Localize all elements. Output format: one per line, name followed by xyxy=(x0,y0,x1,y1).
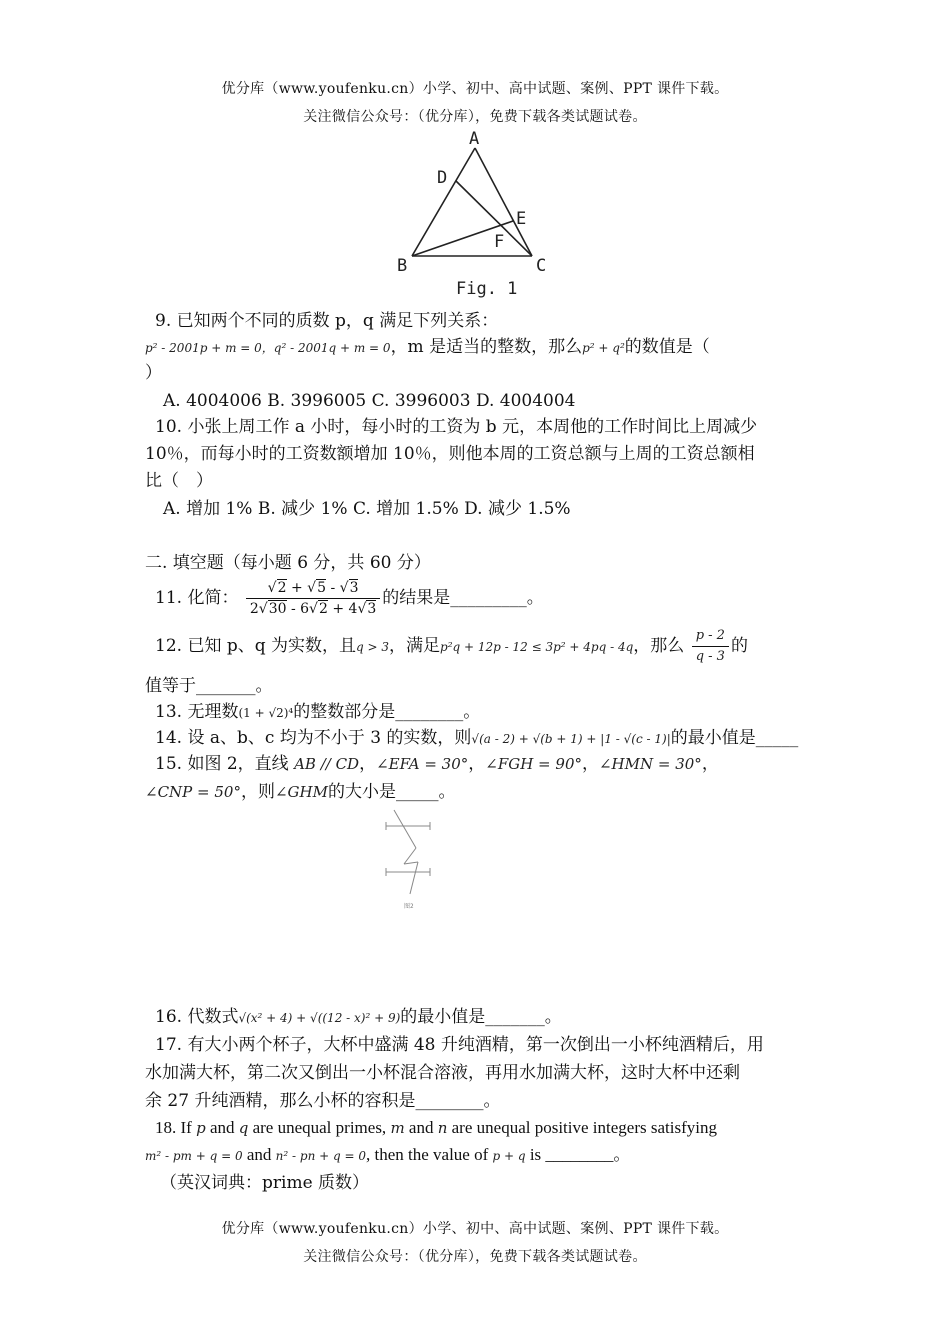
figure-1 xyxy=(385,126,565,302)
section-2-title: 二. 填空题（每小题 6 分，共 60 分） xyxy=(145,553,431,573)
q9-close: ） xyxy=(145,363,162,383)
q9-eq1: p² - 2001p + m = 0， xyxy=(145,341,274,355)
q12-condition: q > 3 xyxy=(356,640,390,654)
fig1-label-e: E xyxy=(516,209,527,229)
q12-fraction: $\frac{p - 2}{q - 3}$ xyxy=(692,626,729,667)
q18-line-1: 18. If p and q are unequal primes, m and n are unequal positive integers satisfying xyxy=(155,1118,717,1137)
q13 xyxy=(155,699,820,726)
q15-line-1: 15. 如图 2，直线 AB // CD，∠EFA = 30°，∠FGH = 90°，∠HMN = 30°， xyxy=(155,754,719,774)
fig1-caption: Fig. 1 xyxy=(456,279,518,299)
header-line-1: 优分库（www.youfenku.cn）小学、初中、高中试题、案例、PPT 课件下载。 xyxy=(221,81,729,97)
q9-tail: 的数值是（ xyxy=(624,337,710,357)
fig1-label-c: C xyxy=(536,256,547,276)
fig2-caption: 图2 xyxy=(404,903,414,910)
q13-prefix: 13. 无理数 xyxy=(155,702,239,722)
q15-ghm: ∠GHM xyxy=(274,783,328,801)
q14-suffix: 的最小值是_____ xyxy=(670,728,799,748)
q11-prefix: 11. 化简： xyxy=(155,588,239,608)
q12-de: 的 xyxy=(730,636,748,656)
q9-stem: 9. 已知两个不同的质数 p，q 满足下列关系： xyxy=(155,311,499,331)
figure-2 xyxy=(382,806,442,912)
q9-cont: ，m 是适当的整数，那么 xyxy=(390,337,583,357)
q12-then: ，那么 xyxy=(633,636,685,656)
q10-options: A. 增加 1% B. 减少 1% C. 增加 1.5% D. 减少 1.5% xyxy=(163,499,571,519)
q16-prefix: 16. 代数式 xyxy=(155,1007,239,1027)
q14-expr: √(a - 2) + √(b + 1) + |1 - √(c - 1)| xyxy=(471,732,671,746)
q12 xyxy=(155,624,820,669)
q14-prefix: 14. 设 a、b、c 均为不小于 3 的实数，则 xyxy=(155,728,472,748)
fig1-label-d: D xyxy=(437,168,448,188)
q15-ab-cd: AB // CD xyxy=(294,755,360,773)
q12-line-2: 值等于_______。 xyxy=(145,676,273,696)
q17-line-2: 水加满大杯，第二次又倒出一小杯混合溶液，再用水加满大杯，这时大杯中还剩 xyxy=(145,1063,740,1083)
q12-mid: ，满足 xyxy=(389,636,441,656)
q16-expr: √(x² + 4) + √((12 - x)² + 9) xyxy=(238,1011,401,1025)
q13-suffix: 的整数部分是________。 xyxy=(293,702,481,722)
q12-inequality: p²q + 12p - 12 ≤ 3p² + 4pq - 4q xyxy=(440,640,634,654)
q15-mid: ，则 xyxy=(240,782,275,802)
q15-line-2 xyxy=(145,779,810,805)
q15-cnp: ∠CNP = 50° xyxy=(145,783,241,801)
q12-prefix: 12. 已知 p、q 为实数，且 xyxy=(155,636,357,656)
fig1-label-b: B xyxy=(397,256,408,276)
q17-line-3: 余 27 升纯酒精，那么小杯的容积是________。 xyxy=(145,1091,501,1111)
q15-suffix: 的大小是_____。 xyxy=(327,782,456,802)
q10-line-2: 10％，而每小时的工资数额增加 10％，则他本周的工资总额与上周的工资总额相 xyxy=(145,444,755,464)
q10-line-1: 10. 小张上周工作 a 小时，每小时的工资为 b 元，本周他的工作时间比上周减少 xyxy=(155,417,758,437)
q9-options: A. 4004006 B. 3996005 C. 3996003 D. 4004004 xyxy=(163,391,576,411)
q17-line-1: 17. 有大小两个杯子，大杯中盛满 48 升纯酒精，第一次倒出一小杯纯酒精后，用 xyxy=(155,1035,764,1055)
q16-suffix: 的最小值是_______。 xyxy=(400,1007,562,1027)
footer-line-2: 关注微信公众号：（优分库），免费下载各类试题试卷。 xyxy=(303,1249,647,1265)
q15-fgh: ∠FGH = 90° xyxy=(485,755,582,773)
q11-fraction: $\frac{√2 + √5 - √3}{2√30 - 6√2 + 4√3}$ xyxy=(246,578,380,619)
footer-line-1: 优分库（www.youfenku.cn）小学、初中、高中试题、案例、PPT 课件下载。 xyxy=(221,1221,729,1237)
q15-prefix: 15. 如图 2，直线 xyxy=(155,754,289,774)
q9-equations xyxy=(145,334,810,361)
q10-line-3: 比（ ） xyxy=(145,471,213,491)
q11-suffix: 的结果是_________。 xyxy=(382,588,544,608)
q11 xyxy=(155,576,820,620)
q15-efa: ∠EFA = 30° xyxy=(376,755,469,773)
q18-line-2: m² - pm + q = 0 and n² - pn + q = 0, then the value of p + q is ________。 xyxy=(145,1145,631,1164)
q18-dictionary: （英汉词典：prime 质数） xyxy=(160,1173,370,1193)
q15-hmn: ∠HMN = 30° xyxy=(598,755,702,773)
q14 xyxy=(155,725,820,752)
fig1-label-a: A xyxy=(469,129,480,149)
fig1-side-ab xyxy=(412,148,475,256)
q16 xyxy=(155,1004,820,1031)
fig1-label-f: F xyxy=(494,232,505,252)
header-line-2: 关注微信公众号：（优分库），免费下载各类试题试卷。 xyxy=(303,109,647,125)
q13-expr: (1 + √2)⁴ xyxy=(238,706,294,720)
q9-expr: p² + q² xyxy=(582,341,625,355)
q9-eq2: q² - 2001q + m = 0 xyxy=(273,341,391,355)
